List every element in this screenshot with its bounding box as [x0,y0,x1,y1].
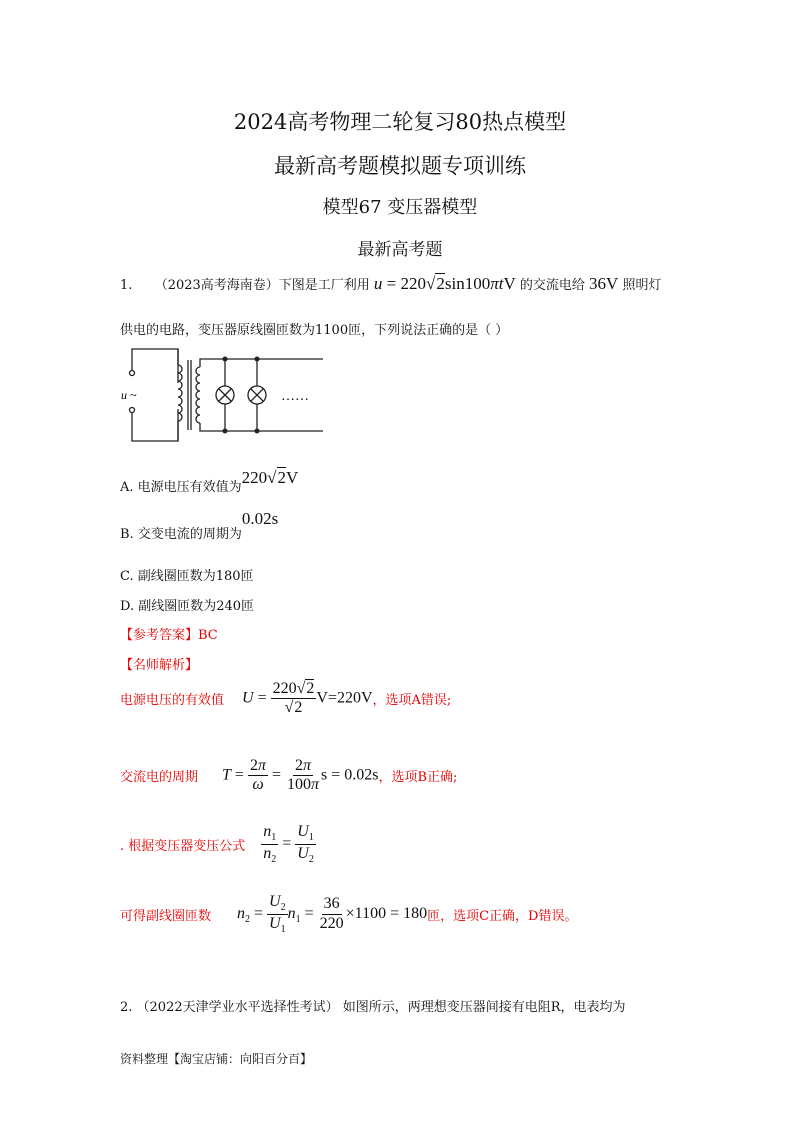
answer: 【参考答案】BC [120,628,218,643]
q1-formula: u = 220√2sin100πtV [373,274,516,293]
option-c: C. 副线圈匝数为180匝 [120,569,254,584]
option-a-math: 220√2V [241,468,299,487]
q2-line1: 2. （2022天津学业水平选择性考试） 如图所示，两理想变压器间接有电阻R，电表均为 [120,1000,626,1015]
solution-2: 交流电的周期 T = $\frac{2\pi}{\omega}$ = $\frac{2\pi}{100\pi}$ s = 0.02s ，选项B正确; [120,757,458,794]
q1-number: 1. [120,278,133,293]
footer-note: 资料整理【淘宝店铺：向阳百分百】 [120,1052,313,1066]
circuit-ellipsis: …… [281,389,309,404]
transformer-circuit-diagram [118,345,328,445]
solution-1: 电源电压的有效值 U = $\frac{220√2}{√2}$ V=220V ，选项A错误; [120,680,452,717]
page-subtitle: 最新高考题模拟题专项训练 [274,154,526,178]
q1-voltage: 36V [589,274,619,293]
option-a: A. 电源电压有效值为220√2V [120,468,299,495]
option-b-math: 0.02s [241,509,279,528]
section-heading: 最新高考题 [357,240,443,260]
option-b: B. 交变电流的周期为0.02s [120,509,279,542]
analysis-label: 【名师解析】 [120,658,199,673]
q1-end: 照明灯 [622,278,662,293]
solution-3: . 根据变压器变压公式 $\frac{n_1}{n_2}$ = $\frac{U_1}{U_2}$ [120,823,314,865]
solution-4: 可得副线圈匝数 $n_2$ = $\frac{U_2}{U_1}$ $n_1$ = $\frac{36}{220}$ ×1100 = 180 匝，选项C正确，D错误。 [120,893,578,935]
q1-mid: 的交流电给 [519,278,585,293]
q1-line1 [120,274,661,294]
q1-source: （2023高考海南卷）下图是工厂利用 [154,278,370,293]
q1-line2: 供电的电路，变压器原线圈匝数为1100匝，下列说法正确的是（ ） [120,323,509,338]
circuit-source-label: u ~ [121,388,137,402]
page-title: 2024高考物理二轮复习80热点模型 [233,110,567,134]
option-d: D. 副线圈匝数为240匝 [120,599,255,614]
model-heading: 模型67 变压器模型 [322,197,478,218]
